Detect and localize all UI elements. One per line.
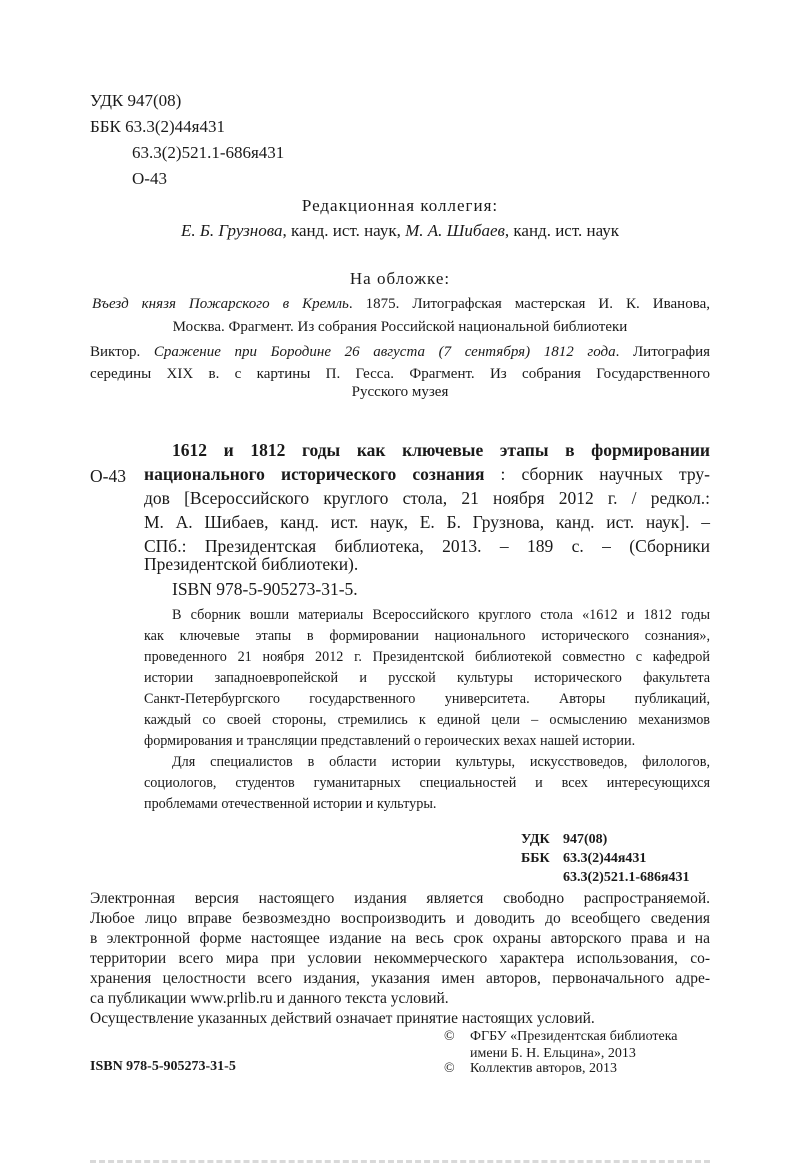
copyright-icon: © — [444, 1029, 455, 1044]
abstract-p1-line-3: проведенного 21 ноября 2012 г. Президентской библиотекой совместно с кафедрой — [144, 649, 710, 665]
abstract-p1-line-5: Санкт-Петербургского государственного университета. Авторы публикаций, — [144, 691, 710, 707]
bib-title-line-1 — [172, 438, 710, 462]
cover-item-2-rest: . Литография — [615, 344, 711, 360]
cover-item-2-line-1 — [90, 341, 710, 363]
license-block — [90, 889, 710, 1029]
bib-line-3: дов [Всероссийского круглого стола, 21 ноября 2012 г. / редкол.: — [144, 488, 710, 508]
cover-heading: На обложке: — [349, 269, 451, 288]
abstract-p1-line-6: каждый со своей стороны, стремились к единой цели – осмыслению механизмов — [144, 712, 710, 728]
editorial-heading: Редакционная коллегия: — [301, 196, 499, 215]
bib-line-2-rest: : сборник научных тру- — [484, 464, 710, 484]
license-line-2: Любое лицо вправе безвозмездно воспроизводить и доводить до всеобщего сведения — [90, 910, 710, 927]
bbk-line-1: ББК 63.3(2)44я431 — [90, 117, 226, 136]
abstract-p1-line-2: как ключевые этапы в формировании национального исторического сознания», — [144, 628, 710, 644]
bib-line-4: М. А. Шибаев, канд. ист. наук, Е. Б. Грузнова, канд. ист. наук]. – — [144, 512, 710, 532]
udk-line: УДК 947(08) — [90, 91, 182, 110]
bib-line-2 — [144, 462, 710, 486]
cover-item-1-line-2: Москва. Фрагмент. Из собрания Российской национальной библиотеки — [172, 319, 628, 335]
license-line-6: са публикации www.prlib.ru и данного текста условий. — [90, 990, 449, 1007]
abstract-p1-line-7: формирования и трансляции представлений о героических вехах нашей истории. — [144, 733, 636, 749]
author-mark-top: О-43 — [132, 169, 167, 188]
abstract-p2-line-2: социологов, студентов гуманитарных специальностей и всех интересующихся — [144, 775, 710, 791]
cover-item-1-line-1 — [92, 293, 710, 315]
license-line-4: территории всего мира при условии некоммерческого характера использования, со- — [90, 950, 710, 967]
abstract-p1-line-1: В сборник вошли материалы Всероссийского круглого стола «1612 и 1812 годы — [172, 607, 710, 623]
abstract-p1-line-4: истории западноевропейской и русской культуры исторического факультета — [144, 670, 710, 686]
bib-author-mark: О-43 — [90, 466, 126, 486]
copyright-icon-2: © — [444, 1061, 455, 1076]
bbk-line-2: 63.3(2)521.1-686я431 — [132, 143, 285, 162]
cover-item-1-title: Въезд князя Пожарского в Кремль — [92, 296, 349, 312]
copyright-1-line-2: имени Б. Н. Ельцина», 2013 — [470, 1046, 636, 1061]
cover-item-2-line-3: Русского музея — [351, 384, 449, 400]
abstract-p2-line-3: проблемами отечественной истории и культуры. — [144, 796, 437, 812]
copyright-1-line-1: ФГБУ «Президентская библиотека — [470, 1029, 678, 1044]
bib-line-5: СПб.: Президентская библиотека, 2013. – 189 с. – (Сборники — [144, 536, 710, 556]
bib-title-part-1: 1612 и 1812 годы как ключевые этапы в формировании — [172, 440, 710, 460]
cover-item-2-line-2: середины XIX в. с картины П. Гесса. Фрагмент. Из собрания Государственного — [90, 366, 710, 382]
cover-item-2-prefix: Виктор. — [90, 344, 154, 360]
cover-item-1-rest: . 1875. Литографская мастерская И. К. Иванова, — [348, 296, 710, 312]
abstract — [144, 605, 710, 815]
abstract-p2-line-1: Для специалистов в области истории культуры, искусствоведов, филологов, — [172, 754, 710, 770]
bib-line-6: Президентской библиотеки). — [144, 554, 359, 574]
license-line-5: хранения целостности всего издания, указания имен авторов, первоначального адре- — [90, 970, 710, 987]
editor-2-degree: , канд. ист. наук — [504, 221, 620, 240]
editor-1-degree: , канд. ист. наук, — [282, 221, 406, 240]
editor-2-name: М. А. Шибаев — [405, 221, 505, 240]
udk-bold-label: УДК — [521, 832, 550, 847]
editorial-members — [0, 219, 800, 243]
copyright-2: Коллектив авторов, 2013 — [470, 1061, 617, 1076]
cover-item-2-title: Сражение при Бородине 26 августа (7 сентября) 1812 года — [153, 344, 616, 360]
bib-title-part-2: национального исторического сознания — [144, 464, 485, 484]
bbk-bold-value-2: 63.3(2)521.1-686я431 — [563, 870, 690, 885]
editor-1-name: Е. Б. Грузнова — [180, 221, 283, 240]
license-line-7: Осуществление указанных действий означает принятие настоящих условий. — [90, 1010, 595, 1027]
bbk-bold-value-1: 63.3(2)44я431 — [563, 851, 647, 866]
bottom-edge-artifact — [90, 1160, 710, 1171]
bib-isbn: ISBN 978-5-905273-31-5. — [172, 579, 358, 599]
footer-isbn: ISBN 978-5-905273-31-5 — [90, 1059, 236, 1074]
license-line-1: Электронная версия настоящего издания является свободно распространяемой. — [90, 890, 710, 907]
license-line-3: в электронной форме настоящее издание на весь срок охраны авторского права и на — [90, 930, 710, 947]
udk-bold-value: 947(08) — [563, 832, 608, 847]
bbk-bold-label: ББК — [521, 851, 550, 866]
